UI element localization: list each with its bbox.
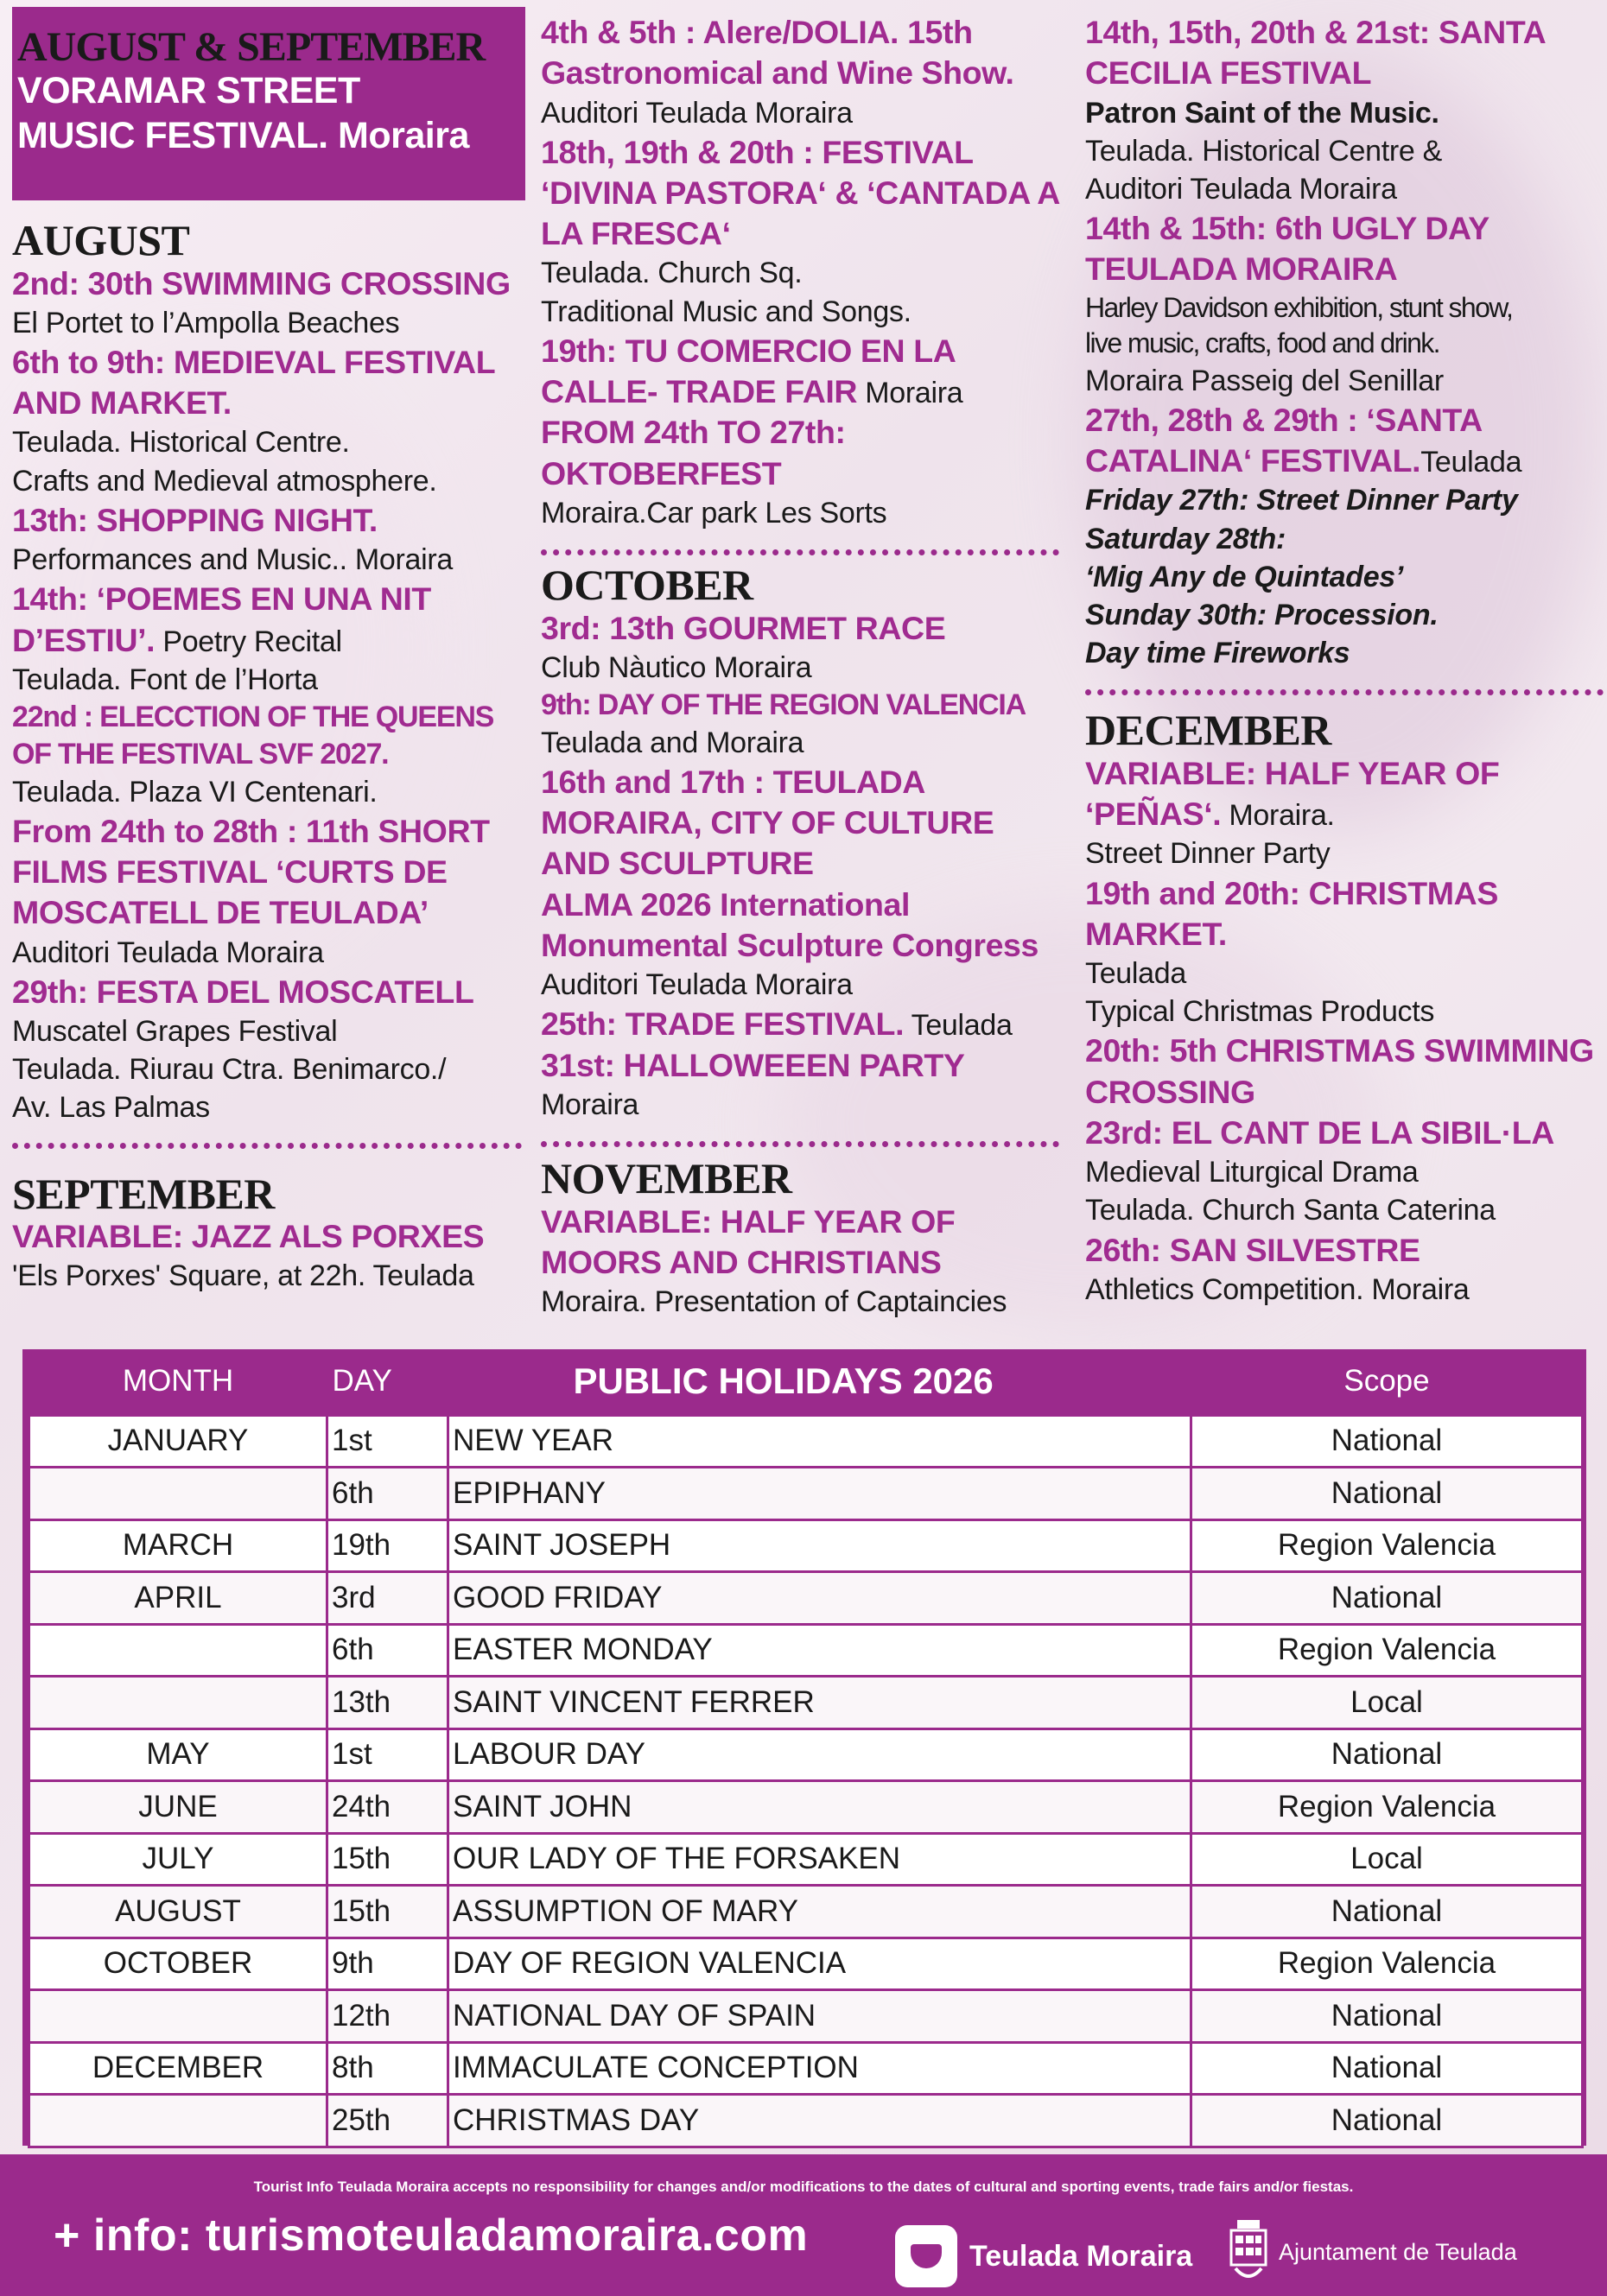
- cell-scope: National: [1191, 1572, 1583, 1625]
- event-detail: Teulada. Church Sq.: [541, 257, 803, 290]
- coat-of-arms-icon: [1227, 2220, 1270, 2284]
- event-title: [1085, 1230, 1604, 1271]
- cell-holiday-name: ASSUMPTION OF MARY: [448, 1886, 1191, 1938]
- header-scope: Scope: [1343, 1364, 1430, 1399]
- event-title: [12, 811, 522, 934]
- cell-scope: National: [1191, 1468, 1583, 1520]
- cell-month: AUGUST: [29, 1886, 327, 1938]
- cell-day: 8th: [327, 2042, 448, 2095]
- table-body: [29, 1415, 1583, 2147]
- event-title: [1085, 12, 1604, 94]
- cell-scope: Region Valencia: [1191, 1519, 1583, 1572]
- cell-scope: National: [1191, 1728, 1583, 1781]
- event-list-november: [541, 1202, 1059, 1322]
- table-row: [29, 1833, 1583, 1886]
- event-title-text: 9th: DAY OF THE REGION VALENCIA: [541, 688, 1026, 721]
- event-detail: Auditori Teulada Moraira: [541, 96, 853, 130]
- cell-scope: National: [1191, 1415, 1583, 1468]
- logo-name: Ajuntament de Teulada: [1279, 2238, 1517, 2265]
- table-row: [29, 1468, 1583, 1520]
- event-title-text: 27th, 28th & 29th : ‘SANTA CATALINA‘ FESTIVAL.: [1085, 401, 1482, 479]
- cell-holiday-name: OUR LADY OF THE FORSAKEN: [448, 1833, 1191, 1886]
- event-title: [541, 12, 1059, 94]
- event-title-text: 4th & 5th : Alere/DOLIA. 15th Gastronomical and Wine Show.: [541, 14, 1014, 92]
- event-detail: Performances and Music.. Moraira: [12, 543, 454, 577]
- hero-line-3: MUSIC FESTIVAL. Moraira: [17, 114, 469, 156]
- cell-day: 1st: [327, 1728, 448, 1781]
- event-title-suffix: Teulada: [904, 1009, 1013, 1043]
- event-title: [1085, 208, 1604, 290]
- event-title-text: 18th, 19th & 20th : FESTIVAL ‘DIVINA PASTORA‘ & ‘CANTADA A LA FRESCA‘: [541, 133, 1059, 252]
- cell-month: [29, 2095, 327, 2147]
- cell-month: MAY: [29, 1728, 327, 1781]
- cell-day: 12th: [327, 1990, 448, 2043]
- event-title: [12, 972, 522, 1012]
- event-list-august: [12, 263, 522, 1127]
- event-title-text: FROM 24th TO 27th: OKTOBERFEST: [541, 414, 846, 492]
- cell-day: 6th: [327, 1468, 448, 1520]
- event-detail: Av. Las Palmas: [12, 1091, 210, 1125]
- cell-holiday-name: DAY OF REGION VALENCIA: [448, 1938, 1191, 1990]
- event-title-text: 22nd : ELECCTION OF THE QUEENS OF THE FESTIVAL SVF 2027.: [12, 700, 494, 771]
- event-title-text: 20th: 5th CHRISTMAS SWIMMING CROSSING: [1085, 1032, 1594, 1110]
- cell-holiday-name: NATIONAL DAY OF SPAIN: [448, 1990, 1191, 2043]
- cell-holiday-name: SAINT JOSEPH: [448, 1519, 1191, 1572]
- event-detail: Teulada. Historical Centre &: [1085, 134, 1443, 168]
- event-detail: Sunday 30th: Procession.: [1085, 599, 1439, 631]
- event-detail: Moraira.Car park Les Sorts: [541, 496, 887, 530]
- cell-holiday-name: IMMACULATE CONCEPTION: [448, 2042, 1191, 2095]
- event-detail: Teulada: [1085, 957, 1186, 991]
- event-detail: Moraira. Presentation of Captaincies: [541, 1285, 1007, 1319]
- event-detail: Street Dinner Party: [1085, 837, 1331, 871]
- event-detail: Medieval Liturgical Drama: [1085, 1156, 1419, 1189]
- event-detail: live music, crafts, food and drink.: [1085, 327, 1439, 359]
- cell-scope: National: [1191, 1886, 1583, 1938]
- event-title: [12, 1216, 522, 1257]
- cell-scope: National: [1191, 2042, 1583, 2095]
- cell-scope: Region Valencia: [1191, 1624, 1583, 1677]
- table-header-row: [29, 1349, 1583, 1415]
- table-row: [29, 1677, 1583, 1729]
- cell-holiday-name: GOOD FRIDAY: [448, 1572, 1191, 1625]
- table-row: [29, 2042, 1583, 2095]
- event-list-september: [12, 1216, 522, 1295]
- event-title-text: VARIABLE: JAZZ ALS PORXES: [12, 1218, 485, 1255]
- event-detail: Teulada. Font de l’Horta: [12, 663, 318, 696]
- event-title-text: 14th & 15th: 6th UGLY DAY TEULADA MORAIRA: [1085, 210, 1489, 288]
- event-title: [541, 885, 1059, 967]
- event-title: [1085, 1113, 1604, 1153]
- dotted-divider: [12, 1143, 522, 1149]
- event-detail: Saturday 28th:: [1085, 522, 1286, 555]
- info-link[interactable]: + info: turismoteuladamoraira.com: [54, 2210, 809, 2261]
- cell-day: 1st: [327, 1415, 448, 1468]
- event-title-text: 6th to 9th: MEDIEVAL FESTIVAL AND MARKET.: [12, 343, 495, 422]
- cell-holiday-name: EASTER MONDAY: [448, 1624, 1191, 1677]
- table-row: [29, 1781, 1583, 1834]
- event-detail: Friday 27th: Street Dinner Party: [1085, 484, 1518, 517]
- event-detail: Auditori Teulada Moraira: [1085, 172, 1397, 206]
- event-detail: Moraira: [541, 1088, 639, 1121]
- event-title-suffix: Moraira.: [1221, 799, 1335, 833]
- event-detail: Teulada. Church Santa Caterina: [1085, 1194, 1496, 1227]
- event-detail: Moraira Passeig del Senillar: [1085, 364, 1444, 397]
- event-title-text: 14th, 15th, 20th & 21st: SANTA CECILIA FESTIVAL: [1085, 14, 1545, 92]
- month-heading-august: AUGUST: [12, 216, 190, 264]
- cell-day: 13th: [327, 1677, 448, 1729]
- table-row: [29, 1572, 1583, 1625]
- teulada-moraira-logo: [895, 2225, 1192, 2287]
- dotted-divider: [541, 549, 1059, 555]
- cell-holiday-name: CHRISTMAS DAY: [448, 2095, 1191, 2147]
- event-detail: Club Nàutico Moraira: [541, 650, 812, 684]
- table-row: [29, 1415, 1583, 1468]
- cell-scope: National: [1191, 2095, 1583, 2147]
- month-heading-september: SEPTEMBER: [12, 1169, 275, 1218]
- event-title-text: 19th and 20th: CHRISTMAS MARKET.: [1085, 874, 1498, 952]
- hero-line-2: VORAMAR STREET: [17, 70, 360, 112]
- tourism-logo-icon: [895, 2225, 957, 2287]
- event-title: [12, 500, 522, 541]
- cell-holiday-name: SAINT JOHN: [448, 1781, 1191, 1834]
- cell-month: [29, 1468, 327, 1520]
- event-title-suffix: Moraira: [857, 377, 963, 410]
- event-title-text: 26th: SAN SILVESTRE: [1085, 1231, 1420, 1268]
- cell-scope: Region Valencia: [1191, 1781, 1583, 1834]
- event-title-text: ALMA 2026 International Monumental Sculpture Congress: [541, 885, 1039, 963]
- table-row: [29, 1728, 1583, 1781]
- month-heading-november: NOVEMBER: [541, 1154, 792, 1203]
- event-detail: Muscatel Grapes Festival: [12, 1014, 338, 1048]
- event-detail: Patron Saint of the Music.: [1085, 96, 1439, 130]
- event-title-text: 3rd: 13th GOURMET RACE: [541, 609, 946, 646]
- event-title: [541, 412, 1059, 494]
- table-row: [29, 1886, 1583, 1938]
- event-title: [1085, 1031, 1604, 1113]
- cell-month: MARCH: [29, 1519, 327, 1572]
- event-list-october: [541, 608, 1059, 1125]
- event-detail: Crafts and Medieval atmosphere.: [12, 464, 437, 498]
- table-row: [29, 1624, 1583, 1677]
- event-title-text: 31st: HALLOWEEEN PARTY: [541, 1046, 965, 1083]
- hero-line-1: AUGUST & SEPTEMBER: [17, 24, 486, 70]
- dotted-divider: [541, 1141, 1059, 1147]
- event-detail: Harley Davidson exhibition, stunt show,: [1085, 291, 1513, 323]
- cell-month: DECEMBER: [29, 2042, 327, 2095]
- event-detail: Teulada. Historical Centre.: [12, 426, 350, 460]
- cell-scope: Local: [1191, 1833, 1583, 1886]
- event-detail: 'Els Porxes' Square, at 22h. Teulada: [12, 1259, 474, 1293]
- event-detail: Typical Christmas Products: [1085, 995, 1435, 1029]
- event-title: [541, 608, 1059, 649]
- event-title: [12, 579, 522, 661]
- event-list-december: [1085, 753, 1604, 1309]
- event-title: [541, 1045, 1059, 1086]
- cell-month: [29, 1990, 327, 2043]
- table-row: [29, 1519, 1583, 1572]
- cell-day: 9th: [327, 1938, 448, 1990]
- event-title-suffix: Poetry Recital: [155, 625, 342, 658]
- event-title: [1085, 400, 1604, 482]
- event-title: [541, 1004, 1059, 1044]
- public-holidays-table: [22, 1349, 1586, 2146]
- cell-day: 19th: [327, 1519, 448, 1572]
- column-3: [1085, 0, 1604, 1309]
- event-detail: Day time Fireworks: [1085, 637, 1350, 670]
- cell-holiday-name: SAINT VINCENT FERRER: [448, 1677, 1191, 1729]
- event-detail: Teulada. Riurau Ctra. Benimarco./: [12, 1053, 447, 1087]
- event-title: [541, 687, 1059, 724]
- event-title-text: VARIABLE: HALF YEAR OF MOORS AND CHRISTIANS: [541, 1202, 956, 1280]
- event-title-text: 16th and 17th : TEULADA MORAIRA, CITY OF CULTURE AND SCULPTURE: [541, 763, 994, 882]
- event-title: [541, 762, 1059, 885]
- event-title-text: 23rd: EL CANT DE LA SIBIL·LA: [1085, 1113, 1554, 1151]
- table-row: [29, 2095, 1583, 2147]
- event-title: [1085, 873, 1604, 955]
- logo-name: Teulada Moraira: [969, 2239, 1193, 2273]
- event-detail: Auditori Teulada Moraira: [12, 936, 324, 969]
- table-row: [29, 1938, 1583, 1990]
- event-detail: Auditori Teulada Moraira: [541, 968, 853, 1002]
- event-detail: Athletics Competition. Moraira: [1085, 1272, 1470, 1306]
- header-title: PUBLIC HOLIDAYS 2026: [573, 1360, 994, 1402]
- event-title-text: 25th: TRADE FESTIVAL.: [541, 1005, 905, 1043]
- cell-month: [29, 1677, 327, 1729]
- event-detail: Traditional Music and Songs.: [541, 295, 911, 328]
- cell-holiday-name: EPIPHANY: [448, 1468, 1191, 1520]
- event-detail: ‘Mig Any de Quintades’: [1085, 560, 1404, 593]
- event-title-suffix: Teulada: [1420, 446, 1522, 479]
- event-title-text: 2nd: 30th SWIMMING CROSSING: [12, 264, 511, 301]
- event-title-text: 13th: SHOPPING NIGHT.: [12, 501, 378, 538]
- month-heading-december: DECEMBER: [1085, 706, 1331, 755]
- cell-scope: Local: [1191, 1677, 1583, 1729]
- event-title: [12, 263, 522, 304]
- event-title: [541, 1202, 1059, 1284]
- event-title-text: 19th: TU COMERCIO EN LA CALLE- TRADE FAIR: [541, 332, 955, 410]
- cell-day: 24th: [327, 1781, 448, 1834]
- event-title-text: VARIABLE: HALF YEAR OF ‘PEÑAS‘.: [1085, 754, 1500, 833]
- cell-day: 25th: [327, 2095, 448, 2147]
- header-day: DAY: [332, 1364, 392, 1399]
- table-row: [29, 1990, 1583, 2043]
- hero-banner: [12, 7, 525, 200]
- ajuntament-logo: [1227, 2220, 1517, 2284]
- cell-month: JUNE: [29, 1781, 327, 1834]
- event-detail: El Portet to l’Ampolla Beaches: [12, 306, 400, 339]
- cell-holiday-name: LABOUR DAY: [448, 1728, 1191, 1781]
- event-title-text: From 24th to 28th : 11th SHORT FILMS FESTIVAL ‘CURTS DE MOSCATELL DE TEULADA’: [12, 812, 490, 931]
- event-title: [1085, 753, 1604, 835]
- event-detail: Teulada. Plaza VI Centenari.: [12, 775, 378, 809]
- cell-day: 15th: [327, 1833, 448, 1886]
- cell-month: APRIL: [29, 1572, 327, 1625]
- cell-day: 15th: [327, 1886, 448, 1938]
- event-title: [12, 342, 522, 424]
- cell-month: JANUARY: [29, 1415, 327, 1468]
- dotted-divider: [1085, 689, 1604, 695]
- column-1: [12, 0, 522, 1295]
- event-title: [12, 699, 522, 773]
- event-title-text: 29th: FESTA DEL MOSCATELL: [12, 973, 474, 1010]
- cell-scope: Region Valencia: [1191, 1938, 1583, 1990]
- event-list-september-continued: [541, 12, 1059, 532]
- event-title: [541, 132, 1059, 255]
- cell-scope: National: [1191, 1990, 1583, 2043]
- event-detail: Teulada and Moraira: [541, 726, 804, 759]
- event-title: [541, 331, 1059, 413]
- month-heading-october: OCTOBER: [541, 561, 753, 609]
- cell-month: OCTOBER: [29, 1938, 327, 1990]
- cell-holiday-name: NEW YEAR: [448, 1415, 1191, 1468]
- header-month: MONTH: [122, 1364, 234, 1399]
- cell-day: 6th: [327, 1624, 448, 1677]
- cell-month: [29, 1624, 327, 1677]
- column-2: [541, 0, 1059, 1321]
- disclaimer-text: Tourist Info Teulada Moraira accepts no responsibility for changes and/or modifications to the dates of cultural and sporting events, trade fairs and/or fiestas.: [253, 2179, 1354, 2195]
- event-title-text: 14th: ‘POEMES EN UNA NIT D’ESTIU’.: [12, 580, 431, 658]
- cell-month: JULY: [29, 1833, 327, 1886]
- event-list-november-continued: [1085, 12, 1604, 672]
- footer: [0, 2154, 1607, 2296]
- cell-day: 3rd: [327, 1572, 448, 1625]
